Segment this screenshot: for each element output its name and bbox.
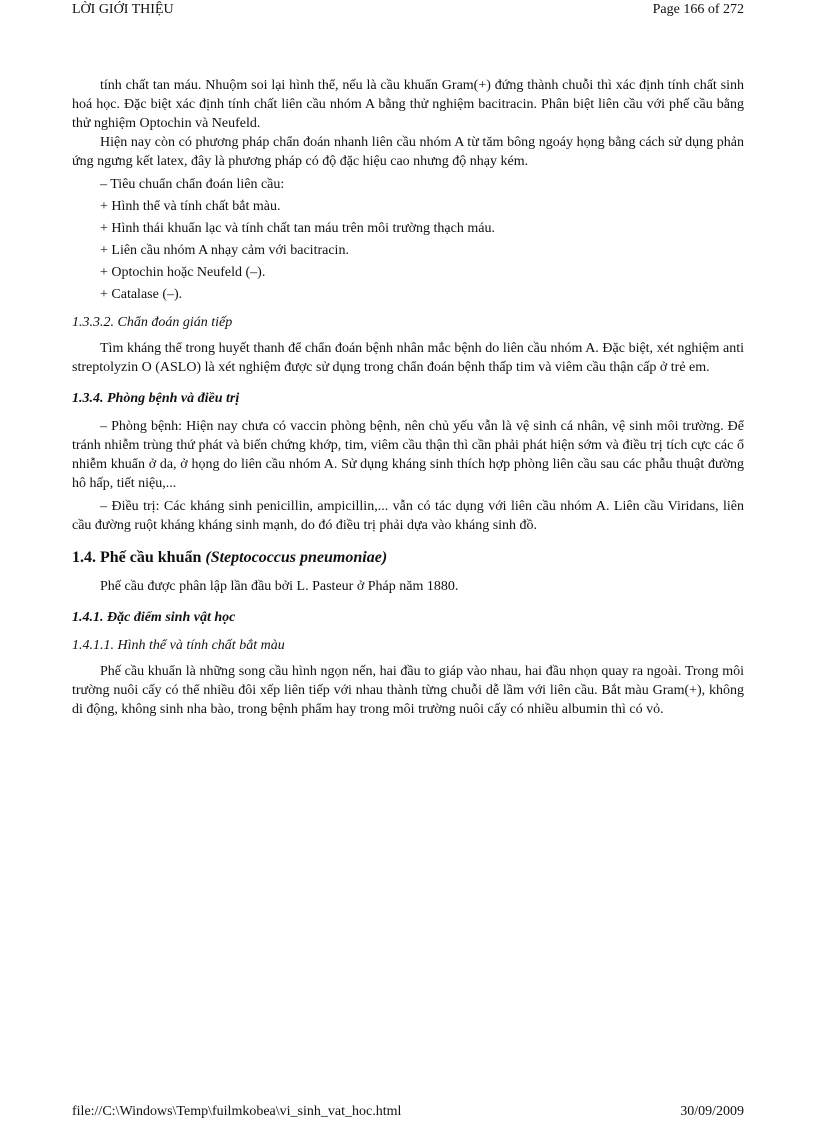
chapter-heading-text: 1.4. Phế cầu khuẩn: [72, 549, 206, 566]
chapter-heading-latin: (Steptococcus pneumoniae): [205, 549, 388, 566]
subsection-heading: 1.3.3.2. Chẩn đoán gián tiếp: [72, 315, 233, 330]
paragraph: – Phòng bệnh: Hiện nay chưa có vaccin phòng bệnh, nên chủ yếu vẫn là vệ sinh cá nhân, vệ sinh môi trường. Để tránh nhiễm trùng thứ phát và biến chứng khớp, tim, viêm cầu thận thì cần phải phát hiện sớm và điều trị tích cực các ổ nhiễm khuẩn ở da, ở họng do liên cầu nhóm A. Sử dụng kháng sinh thích hợp phòng liên cầu sau các phẫu thuật đường hô hấp, tiết niệu,...: [72, 419, 744, 491]
list-item: + Hình thái khuẩn lạc và tính chất tan máu trên môi trường thạch máu.: [100, 221, 495, 236]
list-item: + Optochin hoặc Neufeld (–).: [100, 265, 266, 280]
paragraph: Tìm kháng thể trong huyết thanh để chẩn đoán bệnh nhân mắc bệnh do liên cầu nhóm A. Đặc biệt, xét nghiệm anti streptolyzin O (ASLO) là xét nghiệm được sử dụng trong chẩn đoán bệnh thấp tim và viêm cầu thận cấp ở trẻ em.: [72, 341, 744, 375]
chapter-heading: [72, 548, 744, 567]
section-heading: 1.4.1. Đặc điểm sinh vật học: [72, 610, 236, 625]
document-body: [72, 76, 744, 719]
print-date: 30/09/2009: [680, 1104, 744, 1119]
paragraph: Hiện nay còn có phương pháp chẩn đoán nhanh liên cầu nhóm A từ tăm bông ngoáy họng bằng cách sử dụng phản ứng ngưng kết latex, đây là phương pháp có độ đặc hiệu cao nhưng độ nhạy kém.: [72, 135, 744, 169]
paragraph: Phế cầu được phân lập lần đầu bởi L. Pasteur ở Pháp năm 1880.: [100, 579, 459, 594]
file-path: file://C:\Windows\Temp\fuilmkobea\vi_sinh_vat_hoc.html: [72, 1104, 402, 1119]
header-title: LỜI GIỚI THIỆU: [72, 2, 174, 17]
list-item: + Hình thể và tính chất bắt màu.: [100, 199, 281, 214]
list-item: + Liên cầu nhóm A nhạy cảm với bacitracin.: [100, 243, 349, 258]
list-item: – Tiêu chuẩn chẩn đoán liên cầu:: [100, 177, 285, 192]
paragraph: tính chất tan máu. Nhuộm soi lại hình thể, nếu là cầu khuẩn Gram(+) đứng thành chuỗi thì xác định tính chất sinh hoá học. Đặc biệt xác định tính chất liên cầu nhóm A bằng thử nghiệm bacitracin. Phân biệt liên cầu với phế cầu bằng thử nghiệm Optochin và Neufeld.: [72, 78, 744, 131]
section-heading: 1.3.4. Phòng bệnh và điều trị: [72, 391, 240, 406]
list-item: + Catalase (–).: [100, 287, 183, 302]
paragraph: – Điều trị: Các kháng sinh penicillin, ampicillin,... vẫn có tác dụng với liên cầu nhóm A. Liên cầu Viridans, liên cầu đường ruột kháng kháng sinh mạnh, do đó điều trị phải dựa vào kháng sinh đồ.: [72, 499, 744, 533]
paragraph: Phế cầu khuẩn là những song cầu hình ngọn nến, hai đầu to giáp vào nhau, hai đầu nhọn quay ra ngoài. Trong môi trường nuôi cấy có thể nhiều đôi xếp liên tiếp với nhau thành từng chuỗi dễ lầm với liên cầu. Bắt màu Gram(+), không di động, không sinh nha bào, trong bệnh phẩm hay trong môi trường nuôi cấy có nhiều albumin thì có vỏ.: [72, 664, 744, 717]
page-number: Page 166 of 272: [652, 2, 744, 17]
subsection-heading: 1.4.1.1. Hình thể và tính chất bắt màu: [72, 638, 285, 653]
